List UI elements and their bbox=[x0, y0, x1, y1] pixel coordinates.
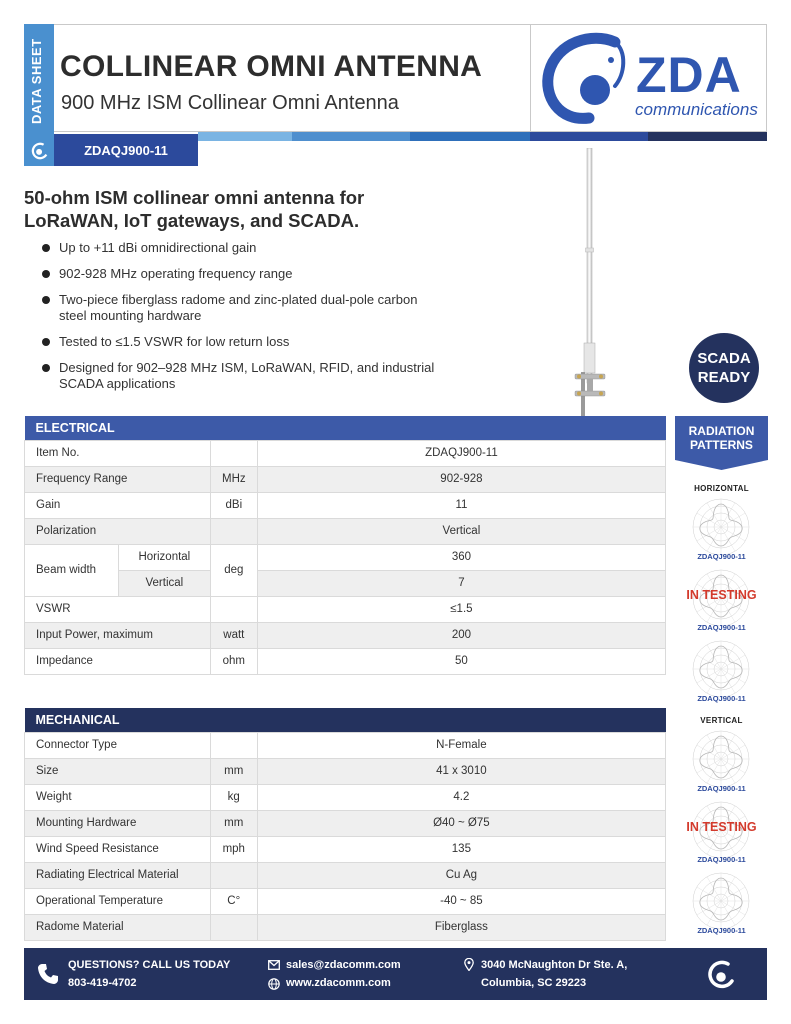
row-value: 7 bbox=[257, 570, 665, 596]
intro-headline: 50-ohm ISM collinear omni antenna for LoRaWAN, IoT gateways, and SCADA. bbox=[24, 187, 365, 231]
data-sheet-label: DATA SHEET bbox=[29, 38, 44, 124]
table-row bbox=[25, 810, 666, 836]
in-testing-label: IN TESTING bbox=[686, 820, 757, 834]
pattern-caption: ZDAQJ900-11 bbox=[697, 552, 746, 561]
mechanical-heading: MECHANICAL bbox=[25, 708, 666, 732]
row-label: VSWR bbox=[25, 596, 211, 622]
row-label: Weight bbox=[25, 784, 211, 810]
zda-logo-small-icon bbox=[31, 142, 49, 160]
row-unit: C° bbox=[210, 888, 257, 914]
pattern-caption: ZDAQJ900-11 bbox=[697, 694, 746, 703]
banner-line-1: RADIATION bbox=[688, 424, 755, 438]
row-label: Radiating Electrical Material bbox=[25, 862, 211, 888]
row-value: ZDAQJ900-11 bbox=[257, 440, 665, 466]
radiation-pattern bbox=[675, 496, 768, 564]
row-unit bbox=[210, 914, 257, 940]
pattern-caption: ZDAQJ900-11 bbox=[697, 623, 746, 632]
row-label: Item No. bbox=[25, 440, 211, 466]
polar-plot-icon bbox=[690, 728, 752, 790]
feature-item: Two-piece fiberglass radome and zinc-plated dual-pole carbon steel mounting hardware bbox=[38, 292, 438, 324]
table-row bbox=[25, 758, 666, 784]
feature-item: Designed for 902–928 MHz ISM, LoRaWAN, RFID, and industrial SCADA applications bbox=[38, 360, 438, 392]
header-stripe-1 bbox=[198, 132, 292, 141]
row-unit: watt bbox=[210, 622, 257, 648]
feature-item: Up to +11 dBi omnidirectional gain bbox=[38, 240, 438, 256]
table-row bbox=[25, 518, 666, 544]
table-row bbox=[25, 784, 666, 810]
row-label: Gain bbox=[25, 492, 211, 518]
row-unit bbox=[210, 518, 257, 544]
radiation-pattern bbox=[675, 799, 768, 867]
row-unit bbox=[210, 732, 257, 758]
scada-ready-badge bbox=[689, 333, 759, 403]
row-unit bbox=[210, 440, 257, 466]
row-unit: mm bbox=[210, 810, 257, 836]
row-label: Size bbox=[25, 758, 211, 784]
table-row bbox=[25, 570, 666, 596]
logo-subtext: communications bbox=[635, 100, 758, 119]
row-label: Wind Speed Resistance bbox=[25, 836, 211, 862]
table-row bbox=[25, 914, 666, 940]
row-value: 200 bbox=[257, 622, 665, 648]
row-label: Polarization bbox=[25, 518, 211, 544]
mail-icon bbox=[268, 960, 280, 970]
antenna-image bbox=[560, 148, 620, 418]
website-link[interactable]: www.zdacomm.com bbox=[286, 977, 391, 989]
zda-logo-mark-icon bbox=[537, 30, 633, 126]
row-value: ≤1.5 bbox=[257, 596, 665, 622]
table-row bbox=[25, 888, 666, 914]
header bbox=[24, 24, 767, 166]
footer bbox=[24, 948, 767, 1000]
header-stripe-3 bbox=[410, 132, 530, 141]
pattern-caption: ZDAQJ900-11 bbox=[697, 855, 746, 864]
row-unit: mph bbox=[210, 836, 257, 862]
table-row bbox=[25, 544, 666, 570]
polar-plot-icon bbox=[690, 870, 752, 932]
table-row bbox=[25, 440, 666, 466]
row-unit: mm bbox=[210, 758, 257, 784]
phone-link[interactable]: 803-419-4702 bbox=[68, 977, 137, 989]
row-value: Ø40 ~ Ø75 bbox=[257, 810, 665, 836]
table-row bbox=[25, 836, 666, 862]
row-label: Beam width bbox=[25, 544, 119, 596]
row-unit: kg bbox=[210, 784, 257, 810]
electrical-heading: ELECTRICAL bbox=[25, 416, 666, 440]
location-pin-icon bbox=[464, 958, 474, 971]
row-label: Operational Temperature bbox=[25, 888, 211, 914]
zda-logo-footer-icon bbox=[706, 960, 736, 990]
banner-line-2: PATTERNS bbox=[690, 438, 753, 452]
row-label: Connector Type bbox=[25, 732, 211, 758]
row-value: Cu Ag bbox=[257, 862, 665, 888]
table-row bbox=[25, 622, 666, 648]
radiation-banner-text bbox=[675, 424, 768, 452]
table-row bbox=[25, 648, 666, 674]
radiation-patterns-panel bbox=[675, 416, 768, 938]
header-stripe-4 bbox=[530, 132, 648, 141]
table-row bbox=[25, 862, 666, 888]
pattern-caption: ZDAQJ900-11 bbox=[697, 926, 746, 935]
in-testing-label: IN TESTING bbox=[686, 588, 757, 602]
row-sublabel: Vertical bbox=[118, 570, 210, 596]
header-stripe-5 bbox=[648, 132, 767, 141]
footer-call bbox=[68, 956, 230, 992]
row-unit bbox=[210, 862, 257, 888]
row-label: Input Power, maximum bbox=[25, 622, 211, 648]
globe-icon bbox=[268, 978, 280, 990]
row-label: Frequency Range bbox=[25, 466, 211, 492]
data-sheet-tab bbox=[24, 24, 54, 166]
email-link[interactable]: sales@zdacomm.com bbox=[286, 959, 401, 971]
row-unit: MHz bbox=[210, 466, 257, 492]
row-unit: deg bbox=[210, 544, 257, 596]
table-row bbox=[25, 732, 666, 758]
mechanical-table bbox=[24, 708, 666, 941]
row-value: -40 ~ 85 bbox=[257, 888, 665, 914]
company-logo bbox=[530, 24, 767, 132]
feature-list bbox=[38, 240, 438, 402]
row-label: Impedance bbox=[25, 648, 211, 674]
pattern-caption: ZDAQJ900-11 bbox=[697, 784, 746, 793]
page-subtitle: 900 MHz ISM Collinear Omni Antenna bbox=[61, 92, 399, 114]
table-row bbox=[25, 466, 666, 492]
feature-item: 902-928 MHz operating frequency range bbox=[38, 266, 438, 282]
radiation-pattern bbox=[675, 870, 768, 938]
logo-wordmark: ZDA bbox=[636, 47, 742, 103]
row-label: Mounting Hardware bbox=[25, 810, 211, 836]
row-value: Vertical bbox=[257, 518, 665, 544]
row-value: 360 bbox=[257, 544, 665, 570]
radiation-pattern bbox=[675, 638, 768, 706]
electrical-table bbox=[24, 416, 666, 675]
radiation-pattern bbox=[675, 728, 768, 796]
table-row bbox=[25, 492, 666, 518]
polar-plot-icon bbox=[690, 496, 752, 558]
address-line-1: 3040 McNaughton Dr Ste. A, bbox=[481, 959, 628, 971]
questions-text: QUESTIONS? CALL US TODAY bbox=[68, 959, 231, 971]
row-value: 135 bbox=[257, 836, 665, 862]
badge-line-1: SCADA bbox=[697, 350, 751, 367]
row-value: Fiberglass bbox=[257, 914, 665, 940]
row-value: 41 x 3010 bbox=[257, 758, 665, 784]
polar-plot-icon bbox=[690, 638, 752, 700]
page-title: COLLINEAR OMNI ANTENNA bbox=[60, 50, 483, 83]
phone-icon bbox=[36, 962, 60, 986]
row-value: 50 bbox=[257, 648, 665, 674]
table-row bbox=[25, 596, 666, 622]
row-value: 902-928 bbox=[257, 466, 665, 492]
feature-item: Tested to ≤1.5 VSWR for low return loss bbox=[38, 334, 438, 350]
vertical-heading: VERTICAL bbox=[700, 716, 743, 725]
row-unit: ohm bbox=[210, 648, 257, 674]
row-unit: dBi bbox=[210, 492, 257, 518]
row-value: N-Female bbox=[257, 732, 665, 758]
badge-line-2: READY bbox=[697, 369, 751, 386]
address-line-2: Columbia, SC 29223 bbox=[481, 977, 587, 989]
radiation-banner bbox=[675, 416, 768, 470]
header-stripe-2 bbox=[292, 132, 410, 141]
row-unit bbox=[210, 596, 257, 622]
model-badge: ZDAQJ900-11 bbox=[54, 134, 198, 166]
row-sublabel: Horizontal bbox=[118, 544, 210, 570]
footer-contact bbox=[286, 956, 401, 992]
row-label: Radome Material bbox=[25, 914, 211, 940]
footer-address bbox=[481, 956, 627, 992]
row-value: 11 bbox=[257, 492, 665, 518]
horizontal-heading: HORIZONTAL bbox=[694, 484, 749, 493]
radiation-pattern bbox=[675, 567, 768, 635]
row-value: 4.2 bbox=[257, 784, 665, 810]
